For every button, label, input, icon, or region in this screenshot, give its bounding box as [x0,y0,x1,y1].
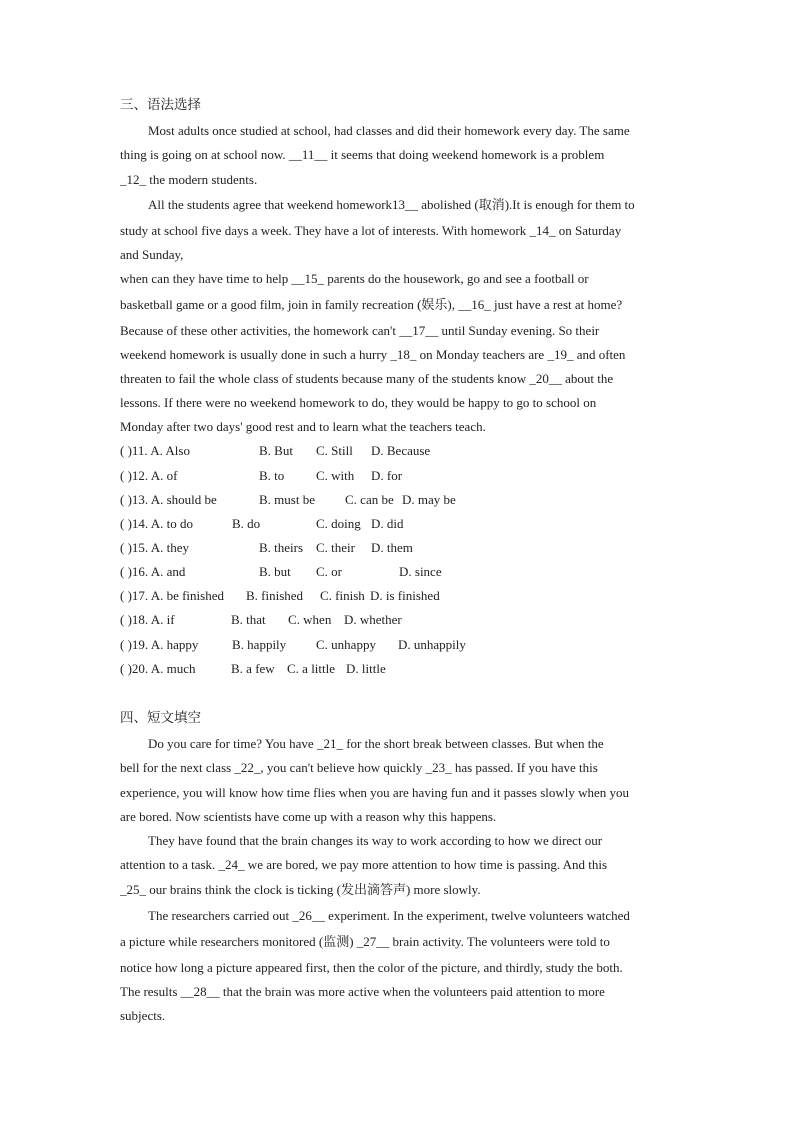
passage-line: Do you care for time? You have _21_ for the short break between classes. But when the [148,736,604,751]
passage-line: when can they have time to help __15_ parents do the housework, go and see a football or [120,271,589,286]
question-stem: ( )19. A. happy [120,637,199,652]
option-d: D. whether [344,612,402,627]
option-d: D. did [371,516,404,531]
passage-line: All the students agree that weekend homework13__ abolished (取消).It is enough for them to [148,197,635,212]
passage-line: Because of these other activities, the homework can't __17__ until Sunday evening. So their [120,323,600,338]
option-c: C. can be [345,492,394,507]
question-row-20 [120,661,520,677]
option-b: B. theirs [259,540,304,555]
option-c: C. a little [287,661,336,676]
passage-line: subjects. [120,1008,166,1023]
option-d: D. little [346,661,386,676]
option-b: B. finished [246,588,304,603]
question-row-11 [120,443,520,459]
option-b: B. that [231,612,266,627]
passage-line: study at school five days a week. They have a lot of interests. With homework _14_ on Saturday [120,223,622,238]
question-row-14 [120,516,520,532]
question-stem: ( )11. A. Also [120,443,190,458]
passage-line: are bored. Now scientists have come up with a reason why this happens. [120,809,497,824]
passage-line: bell for the next class _22_, you can't believe how quickly _23_ has passed. If you have this [120,760,598,775]
question-row-12 [120,468,520,484]
passage-line: basketball game or a good film, join in family recreation (娱乐), __16_ just have a rest at home? [120,297,623,312]
option-d: D. may be [402,492,456,507]
question-row-17 [120,588,520,604]
question-stem: ( )12. A. of [120,468,178,483]
option-d: D. for [371,468,403,483]
question-stem: ( )18. A. if [120,612,175,627]
passage-line: weekend homework is usually done in such a hurry _18_ on Monday teachers are _19_ and often [120,347,626,362]
passage-line: They have found that the brain changes its way to work according to how we direct our [148,833,603,848]
question-stem: ( )14. A. to do [120,516,193,531]
option-c: C. their [316,540,355,555]
option-b: B. must be [259,492,315,507]
option-c: C. doing [316,516,361,531]
option-b: B. But [259,443,293,458]
passage-line: notice how long a picture appeared first, then the color of the picture, and thirdly, study the both. [120,960,623,975]
question-row-15 [120,540,520,556]
option-c: C. or [316,564,342,579]
passage-line: The results __28__ that the brain was more active when the volunteers paid attention to more [120,984,605,999]
option-d: D. them [371,540,413,555]
passage-line: _25_ our brains think the clock is ticking (发出滴答声) more slowly. [120,882,481,897]
option-c: C. Still [316,443,353,458]
passage-line: threaten to fail the whole class of students because many of the students know _20__ about the [120,371,614,386]
passage-line: Monday after two days' good rest and to learn what the teachers teach. [120,419,486,434]
option-d: D. is finished [370,588,440,603]
question-row-16 [120,564,520,580]
option-b: B. to [259,468,285,483]
option-d: D. Because [371,443,431,458]
passage-line: attention to a task. _24_ we are bored, we pay more attention to how time is passing. And this [120,857,608,872]
option-c: C. with [316,468,355,483]
passage-line: _12_ the modern students. [120,172,258,187]
option-c: C. unhappy [316,637,376,652]
question-stem: ( )20. A. much [120,661,196,676]
question-stem: ( )16. A. and [120,564,186,579]
option-c: C. when [288,612,332,627]
option-b: B. do [232,516,261,531]
question-stem: ( )13. A. should be [120,492,217,507]
question-stem: ( )15. A. they [120,540,189,555]
passage-line: and Sunday, [120,247,184,262]
passage-line: Most adults once studied at school, had classes and did their homework every day. The same [148,123,630,138]
passage-line: The researchers carried out _26__ experiment. In the experiment, twelve volunteers watched [148,908,630,923]
section-4-title: 四、短文填空 [120,710,201,726]
section-3-title: 三、语法选择 [120,97,201,113]
question-stem: ( )17. A. be finished [120,588,224,603]
option-d: D. since [399,564,442,579]
option-b: B. happily [232,637,287,652]
passage-line: experience, you will know how time flies when you are having fun and it passes slowly when you [120,785,630,800]
question-row-13 [120,492,520,508]
option-d: D. unhappily [398,637,466,652]
option-b: B. but [259,564,291,579]
option-b: B. a few [231,661,275,676]
passage-line: a picture while researchers monitored (监测) _27__ brain activity. The volunteers were told to [120,934,610,949]
option-c: C. finish [320,588,365,603]
question-row-19 [120,637,520,653]
passage-line: thing is going on at school now. __11__ it seems that doing weekend homework is a problem [120,147,605,162]
passage-line: lessons. If there were no weekend homework to do, they would be happy to go to school on [120,395,597,410]
question-row-18 [120,612,520,628]
